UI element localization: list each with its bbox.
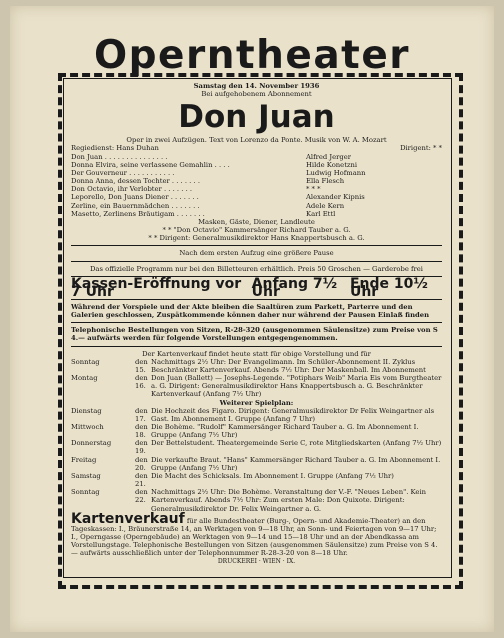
times-row	[71, 275, 442, 300]
schedule-row	[71, 374, 442, 398]
conductor-credit: Dirigent: * *	[400, 144, 442, 153]
cast-row	[71, 210, 442, 218]
cast-role: Donna Elvira, seine verlassene Gemahlin . . . .	[71, 160, 230, 169]
kasse-open: Kassen-Eröffnung vor 7 Uhr	[71, 275, 242, 300]
cast-role: Leporello, Don Juans Diener . . . . . . .	[71, 193, 199, 202]
schedule-row	[71, 358, 442, 374]
masthead: Operntheater	[93, 33, 411, 78]
cast-singer: Hilde Konetzni	[306, 160, 358, 169]
kasse-end: Ende 10½ Uhr	[349, 275, 428, 300]
cast-singer: Alfred Jerger	[306, 152, 351, 161]
schedule-day: Sonntag	[71, 488, 100, 497]
playbill-content	[71, 82, 442, 566]
cast-list	[71, 153, 442, 218]
schedule-day: Samstag	[71, 471, 101, 480]
cast-role: Masetto, Zerlinens Bräutigam . . . . . . .	[71, 209, 205, 218]
schedule-date: den 17.	[135, 406, 148, 423]
cast-role: Zerline, ein Bauernmädchen . . . . . . .	[71, 201, 200, 210]
ticket-sales-heading: Kartenverkauf	[71, 510, 185, 527]
cast-singer: * * *	[306, 185, 321, 194]
cast-singer: Alexander Kipnis	[306, 193, 365, 202]
schedule-text: Die Hochzeit des Figaro. Dirigent: Generalmusikdirektor Dr Felix Weingartner als Gast. Im Abonnement I. Gruppe (Anfang 7 Uhr)	[151, 406, 435, 423]
cast-row	[71, 177, 442, 185]
schedule-row	[71, 439, 442, 455]
cast-row	[71, 202, 442, 210]
schedule-date: den 21.	[135, 471, 148, 489]
schedule-date: den 22.	[135, 488, 148, 505]
cast-role: Don Juan . . . . . . . . . . . . . . .	[71, 152, 168, 161]
cast-row	[71, 185, 442, 193]
extras-line: Masken, Gäste, Diener, Landleute	[198, 217, 315, 226]
cast-singer: Ella Flesch	[306, 177, 345, 186]
schedule-day: Mittwoch	[71, 423, 104, 431]
opera-subtitle: Oper in zwei Aufzügen. Text von Lorenzo da Ponte. Musik von W. A. Mozart	[126, 136, 387, 145]
schedule-text: Die verkaufte Braut. "Hans" Kammersänger Richard Tauber a. G. Im Abonnement I. Gruppe (Anfang 7½ Uhr)	[151, 455, 441, 472]
cast-role: Donna Anna, dessen Tochter . . . . . . .	[71, 177, 200, 186]
schedule-row	[71, 488, 442, 512]
schedule-date: den 18.	[135, 423, 148, 440]
schedule-day: Donnerstag	[71, 439, 112, 448]
schedule-day: Dienstag	[71, 406, 102, 415]
schedule-date: den 15.	[135, 357, 148, 374]
phone-notice: Telephonische Bestellungen von Sitzen, R-28-320 (ausgenommen Säulensitze) zum Preise von S 4.— aufwärts werden für folgende Vorstellungen entgegengenommen.	[71, 326, 438, 343]
cast-singer: Adele Kern	[306, 201, 345, 210]
cast-singer: Karl Ettl	[306, 209, 336, 218]
note-conductor: * * Dirigent: Generalmusikdirektor Hans Knappertsbusch a. G.	[148, 234, 365, 243]
cast-role: Der Gouverneur . . . . . . . . . . .	[71, 168, 175, 177]
cast-singer: Ludwig Hofmann	[306, 168, 366, 177]
schedule-date: den 16.	[135, 374, 148, 391]
programm-line: Das offizielle Programm nur bei den Billetteuren erhältlich. Preis 50 Groschen — Garderobe frei	[89, 264, 423, 273]
schedule-date: den 20.	[135, 455, 148, 472]
schedule-text: Die Bohème. "Rudolf" Kammersänger Richard Tauber a. G. Im Abonnement I. Gruppe (Anfang 7½ Uhr)	[151, 423, 419, 440]
cast-row	[71, 161, 442, 169]
ticket-sales-block	[71, 510, 442, 558]
spielplan-heading: Weiterer Spielplan:	[219, 398, 294, 407]
cast-row	[71, 169, 442, 177]
schedule-row	[71, 456, 442, 472]
schedule-date: den 19.	[135, 439, 148, 456]
credits-row	[71, 144, 442, 152]
sales-today: Der Kartenverkauf findet heute statt für obige Vorstellung und für	[142, 349, 371, 358]
cast-role: Don Octavio, ihr Verlobter . . . . . . .	[71, 185, 193, 194]
schedule-text: Nachmittags 2½ Uhr: Der Evangelimann. Im Schüler-Abonnement II. Zyklus Beschränkter Kartenverkauf. Abends 7½ Uhr: Der Maskenball. Im Abonnement	[151, 357, 426, 374]
schedule-text: Nachmittags 2½ Uhr: Die Bohème. Veranstaltung der V.-F. "Neues Leben". Kein Kartenverkauf. Abends 7½ Uhr: Zum ersten Male: Don Quixote. Dirigent: Generalmusikdirektor Dr. Felix Weingartner a. G.	[151, 488, 426, 513]
pause-line: Nach dem ersten Aufzug eine größere Pause	[179, 249, 334, 258]
kasse-start: Anfang 7½ Uhr	[251, 275, 338, 300]
date-line: Samstag den 14. November 1936	[193, 82, 320, 90]
ticket-sales-text: für alle Bundestheater (Burg-, Opern- und Akademie-Theater) an den Tageskassen: I., Bräunerstraße 14, an Werktagen von 9—18 Uhr, an Sonn- und Feiertagen von 9—17 Uhr; I., Operngasse (Operngebäude) an Werktagen von 9—14 und 15—18 Uhr und an der Abendkassa am Vorstellungstage. Telephonische Bestellungen von Sitzen (ausgenommen Säulensitze) zum Preise von S 4.— aufwärts ausschließlich unter der Telephonnummer R-28-3-20 von 8—18 Uhr.	[71, 516, 438, 558]
schedule-row	[71, 472, 442, 488]
schedule-today	[71, 358, 442, 399]
schedule-day: Freitag	[71, 455, 97, 464]
schedule-day: Montag	[71, 374, 98, 383]
schedule-row	[71, 407, 442, 423]
regie-credit: Regiedienst: Hans Duhan	[71, 144, 159, 153]
subscription-line: Bei aufgehobenem Abonnement	[201, 90, 312, 99]
cast-row	[71, 153, 442, 161]
door-notice: Während der Vorspiele und der Akte bleiben die Saaltüren zum Parkett, Parterre und den Galerien geschlossen, Zuspätkommende können daher nur während der Pausen Einlaß finden	[71, 302, 430, 320]
schedule-row	[71, 423, 442, 439]
note-octavio: * * "Don Octavio" Kammersänger Richard Tauber a. G.	[162, 226, 351, 235]
printer-imprint: DRUCKEREI · WIEN · IX.	[217, 557, 296, 565]
schedule-upcoming	[71, 407, 442, 513]
schedule-text: Don Juan (Ballett) — Josephs-Legende. "Potiphars Weib" Maria Eis vom Burgtheater a. G. Dirigent: Generalmusikdirektor Hans Knappertsbusch a. G. Beschränkter Kartenverkauf (Anfang 7½ Uhr)	[151, 374, 442, 399]
schedule-text: Die Macht des Schicksals. Im Abonnement I. Gruppe (Anfang 7½ Uhr)	[151, 471, 394, 480]
opera-title: Don Juan	[178, 99, 335, 136]
schedule-text: Der Bettelstudent. Theatergemeinde Serie C, rote Mitgliedskarten (Anfang 7½ Uhr)	[151, 439, 442, 448]
cast-row	[71, 193, 442, 201]
schedule-day: Sonntag	[71, 357, 100, 366]
